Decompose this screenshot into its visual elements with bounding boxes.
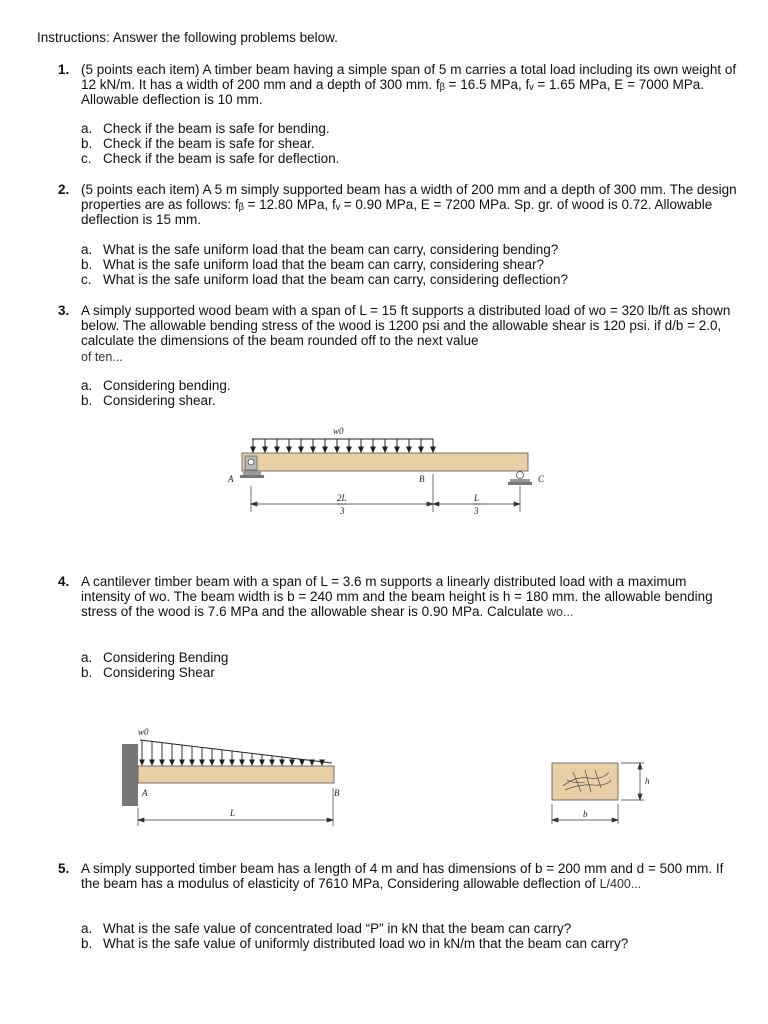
- load-arrowhead: [290, 760, 294, 765]
- problem-2-items: [81, 242, 568, 288]
- list-item: a. Considering Bending: [81, 650, 229, 665]
- problem-text-tail: L/400...: [599, 877, 642, 892]
- load-arrowhead: [431, 447, 435, 452]
- load-arrowhead: [320, 760, 324, 765]
- section-rect: [552, 763, 618, 800]
- load-arrowhead: [383, 447, 387, 452]
- load-arrowhead: [311, 447, 315, 452]
- list-item: a. Check if the beam is safe for bending.: [81, 121, 330, 136]
- load-arrowhead: [275, 447, 279, 452]
- beam: [138, 766, 334, 783]
- load-arrowhead: [170, 760, 174, 765]
- dimension-lines: [251, 474, 520, 512]
- load-arrowhead: [140, 760, 144, 765]
- instructions-line: Instructions: Answer the following problems below.: [37, 30, 338, 45]
- load-arrowhead: [260, 760, 264, 765]
- figure-cantilever-beam: [112, 722, 352, 830]
- problem-number: 2.: [58, 182, 70, 197]
- triangular-load-line: [140, 740, 332, 763]
- load-arrowhead: [180, 760, 184, 765]
- problem-5-items: [81, 921, 628, 951]
- load-arrowhead: [300, 760, 304, 765]
- problem-4-items: [81, 650, 228, 680]
- dimension-l: [138, 788, 333, 826]
- dim2-denominator: 3: [474, 506, 479, 516]
- load-arrowhead: [323, 447, 327, 452]
- label-b-width: b: [583, 809, 588, 819]
- problem-4: [58, 574, 738, 621]
- load-arrowhead: [280, 760, 284, 765]
- roller-support-c: [508, 472, 532, 486]
- load-arrowhead: [310, 760, 314, 765]
- load-arrowhead: [190, 760, 194, 765]
- fixed-wall: [122, 744, 138, 806]
- problem-5: [58, 861, 738, 892]
- list-item: b. Considering shear.: [81, 393, 216, 409]
- load-arrowhead: [371, 447, 375, 452]
- load-arrowhead: [395, 447, 399, 452]
- label-b: B: [334, 788, 340, 798]
- list-item: a. Considering bending.: [81, 378, 231, 393]
- load-arrowhead: [407, 447, 411, 452]
- problem-text: A cantilever timber beam with a span of L = 3.6 m supports a linearly distributed load with a maximum intensity of wo. The beam width is b = 240 mm and the beam height is h = 180 mm. the allowable bending stress of the wood is 7.6 MPa and the allowable shear is 0.90 MPa. Calculate wo...: [81, 574, 713, 620]
- load-arrowhead: [160, 760, 164, 765]
- list-item: a. What is the safe value of concentrated load “P” in kN that the beam can carry?: [81, 921, 572, 936]
- load-arrowhead: [299, 447, 303, 452]
- problem-3-items: [81, 378, 231, 408]
- load-arrowhead: [220, 760, 224, 765]
- problem-text: (5 points each item) A timber beam having a simple span of 5 m carries a total load including its own weight of 12 kN/m. It has a width of 200 mm and a depth of 300 mm. fᵦ = 16.5 MPa, fᵥ = 1.65 MPa, E = 7000 MPa. Allowable deflection is 10 mm.: [81, 62, 737, 108]
- problem-3: [58, 303, 738, 365]
- list-item: b. Check if the beam is safe for shear.: [81, 136, 315, 152]
- label-c: C: [538, 474, 545, 484]
- figure-cross-section: [545, 758, 660, 828]
- problem-text: (5 points each item) A 5 m simply supported beam has a width of 200 mm and a depth of 300 mm. The design properties are as follows: fᵦ = 12.80 MPa, fᵥ = 0.90 MPa, E = 7200 MPa. Sp. gr. of wood is 0.72. Allowable deflection is 15 mm.: [81, 182, 737, 228]
- list-item: c. Check if the beam is safe for deflection.: [81, 151, 340, 167]
- load-label-w0: w0: [138, 727, 149, 737]
- figure-simply-supported-beam: [220, 420, 560, 520]
- load-label-w0: w0: [333, 426, 344, 436]
- load-arrowhead: [251, 447, 255, 452]
- load-arrowhead: [263, 447, 267, 452]
- problem-text-tail: of ten...: [81, 349, 123, 364]
- list-item: a. What is the safe uniform load that the beam can carry, considering bending?: [81, 242, 559, 257]
- problem-number: 3.: [58, 303, 70, 318]
- beam: [242, 453, 528, 471]
- label-h: h: [645, 776, 650, 786]
- problem-2: [58, 182, 738, 228]
- load-arrowhead: [200, 760, 204, 765]
- load-arrowhead: [250, 760, 254, 765]
- load-arrowhead: [335, 447, 339, 452]
- problem-1: [58, 62, 738, 108]
- load-arrowhead: [150, 760, 154, 765]
- label-b: B: [419, 474, 425, 484]
- label-a: A: [228, 474, 234, 484]
- list-item: b. Considering Shear: [81, 665, 215, 681]
- problem-text-tail: wo...: [547, 605, 574, 620]
- load-arrowhead: [347, 447, 351, 452]
- dimension-h: [621, 763, 644, 800]
- load-arrowhead: [270, 760, 274, 765]
- label-a: A: [142, 788, 148, 798]
- load-arrowhead: [359, 447, 363, 452]
- list-item: b. What is the safe uniform load that the beam can carry, considering shear?: [81, 257, 544, 273]
- problem-number: 4.: [58, 574, 70, 589]
- dim1-denominator: 3: [340, 506, 345, 516]
- problem-number: 1.: [58, 62, 70, 77]
- label-l: L: [230, 808, 236, 818]
- load-arrowhead: [210, 760, 214, 765]
- dim2-numerator: L: [474, 493, 480, 503]
- load-arrowhead: [419, 447, 423, 452]
- load-arrowhead: [230, 760, 234, 765]
- dim1-numerator: 2L: [337, 493, 347, 503]
- triangular-load-arrows: [140, 740, 324, 765]
- distributed-load-arrows: [251, 439, 435, 452]
- problem-1-items: [81, 121, 339, 167]
- problem-text: A simply supported timber beam has a length of 4 m and has dimensions of b = 200 mm and d = 500 mm. If the beam has a modulus of elasticity of 7610 MPa, Considering allowable deflection of L/400...: [81, 861, 724, 892]
- load-arrowhead: [240, 760, 244, 765]
- list-item: b. What is the safe value of uniformly distributed load wo in kN/m that the beam can carry?: [81, 936, 629, 952]
- list-item: c. What is the safe uniform load that the beam can carry, considering deflection?: [81, 272, 568, 288]
- problem-number: 5.: [58, 861, 70, 876]
- problem-text: A simply supported wood beam with a span of L = 15 ft supports a distributed load of wo = 320 lb/ft as shown below. The allowable bending stress of the wood is 1200 psi and the allowable shear is 120 psi. if d/b = 2.0, calculate the dimensions of the beam rounded off to the next value of ten...: [81, 303, 731, 364]
- load-arrowhead: [287, 447, 291, 452]
